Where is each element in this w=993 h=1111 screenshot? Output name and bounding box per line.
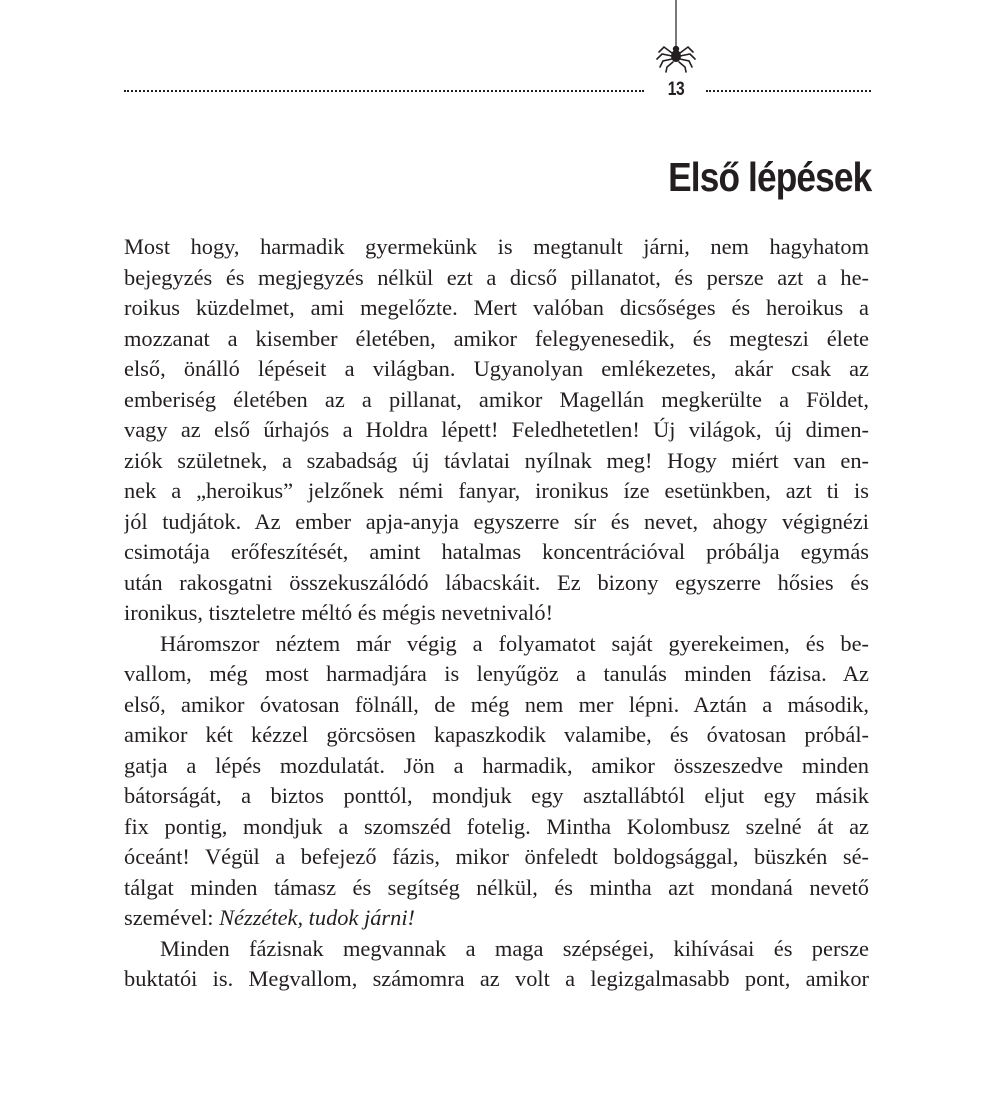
- text-line: buktatói is. Megvallom, számomra az volt a legizgalmasabb pont, amikor: [124, 966, 869, 991]
- page-number: 13: [667, 79, 685, 100]
- text-line: Háromszor néztem már végig a folyamatot saját gyerekeimen, és be-: [160, 630, 869, 656]
- text-line: gatja a lépés mozdulatát. Jön a harmadik, amikor összeszedve minden: [124, 752, 869, 778]
- chapter-title: Első lépések: [667, 154, 871, 200]
- text-line: bátorságát, a biztos ponttól, mondjuk egy asztallábtól eljut egy másik: [124, 783, 869, 808]
- text-line: bejegyzés és megjegyzés nélkül ezt a dicső pillanatot, és persze azt a he-: [124, 264, 869, 290]
- text-line: vallom, még most harmadjára is lenyűgöz a tanulás minden fázisa. Az: [124, 661, 869, 686]
- text-line: Most hogy, harmadik gyermekünk is megtanult járni, nem hagyhatom: [124, 234, 869, 259]
- text-line: ironikus, tiszteletre méltó és mégis nevetnivaló!: [124, 600, 554, 625]
- text-line: Minden fázisnak megvannak a maga szépségei, kihívásai és persze: [160, 935, 869, 961]
- text-line: amikor két kézzel görcsösen kapaszkodik valamibe, és óvatosan próbál-: [124, 722, 869, 747]
- text-line: óceánt! Végül a befejező fázis, mikor önfeledt boldogsággal, büszkén sé-: [124, 844, 869, 869]
- spider-icon: [654, 0, 698, 74]
- text-line: tálgat minden támasz és segítség nélkül, és mintha azt mondaná nevető: [124, 874, 869, 900]
- text-line: fix pontig, mondjuk a szomszéd fotelig. Mintha Kolombusz szelné át az: [124, 813, 869, 839]
- text-line: emberiség életében az a pillanat, amikor Magellán megkerülte a Földet,: [124, 386, 869, 412]
- text-line: nek a „heroikus” jelzőnek némi fanyar, ironikus íze esetünkben, azt ti is: [124, 478, 869, 503]
- text-line-start: szemével:: [124, 905, 220, 930]
- dotted-rule-left: [124, 90, 644, 92]
- text-line: első, amikor óvatosan fölnáll, de még nem mer lépni. Aztán a második,: [124, 691, 869, 717]
- text-line: után rakosgatni összekuszálódó lábacskáit. Ez bizony egyszerre hősies és: [124, 569, 869, 595]
- text-line: mozzanat a kisember életében, amikor felegyenesedik, és megteszi élete: [124, 325, 869, 351]
- text-line-with-italic: [124, 903, 869, 934]
- text-line: vagy az első űrhajós a Holdra lépett! Feledhetetlen! Új világok, új dimen-: [124, 417, 869, 442]
- text-line: csimotája erőfeszítését, amint hatalmas koncentrációval próbálja egymás: [124, 539, 869, 564]
- italic-phrase: Nézzétek, tudok járni!: [219, 905, 415, 930]
- page-header: [124, 0, 871, 110]
- text-line: első, önálló lépéseit a világban. Ugyanolyan emlékezetes, akár csak az: [124, 356, 869, 381]
- dotted-rule-right: [706, 90, 871, 92]
- text-line: jól tudjátok. Az ember apja-anyja egyszerre sír és nevet, ahogy végignézi: [124, 508, 869, 534]
- text-line: ziók születnek, a szabadság új távlatai nyílnak meg! Hogy miért van en-: [124, 447, 869, 473]
- body-text: [124, 232, 869, 995]
- text-line: roikus küzdelmet, ami megelőzte. Mert valóban dicsőséges és heroikus a: [124, 295, 869, 320]
